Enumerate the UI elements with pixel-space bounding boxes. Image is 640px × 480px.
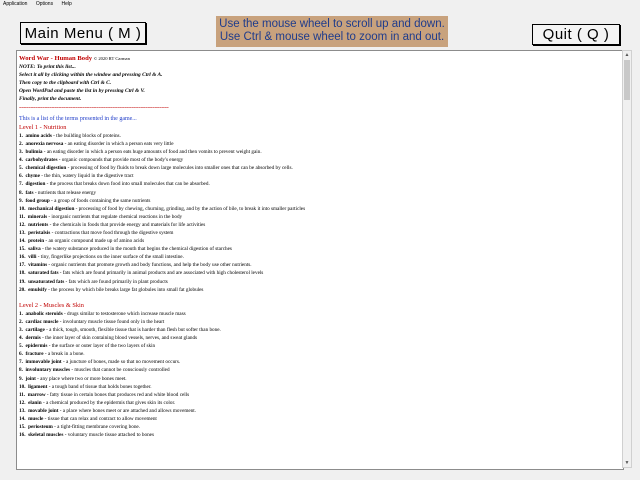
term-number: 6. (19, 351, 23, 358)
term-row (19, 172, 609, 180)
term-word: villi (28, 254, 37, 261)
term-number: 6. (19, 173, 23, 180)
term-list-document[interactable] (16, 50, 624, 470)
term-number: 19. (19, 278, 26, 285)
term-definition: - an organic compound made up of amino acids (44, 238, 145, 245)
term-word: saliva (28, 246, 41, 253)
term-number: 2. (19, 140, 23, 147)
term-definition: - inorganic nutrients that regulate chemical reactions in the body (47, 213, 183, 220)
term-number: 1. (19, 132, 23, 139)
term-row (19, 132, 609, 140)
term-word: vitamins (28, 262, 48, 269)
term-number: 14. (19, 238, 26, 245)
term-number: 8. (19, 367, 23, 374)
term-number: 1. (19, 310, 23, 317)
term-row (19, 140, 609, 148)
note-line: Open WordPad and paste the list in by pressing Ctrl & V. (19, 88, 145, 95)
term-row (19, 205, 609, 213)
term-number: 12. (19, 399, 26, 406)
term-word: involuntary muscles (25, 367, 71, 374)
term-row (19, 261, 609, 269)
term-word: nutrients (28, 221, 49, 228)
level-heading: Level 2 - Muscles & Skin (19, 301, 84, 309)
term-number: 4. (19, 335, 23, 342)
term-definition: - muscles that cannot be consciously controlled (70, 367, 170, 374)
levels-container (19, 124, 609, 440)
term-number: 15. (19, 246, 26, 253)
term-row (19, 407, 609, 415)
scrollbar-thumb[interactable] (624, 60, 630, 100)
menu-bar (0, 0, 640, 9)
term-number: 8. (19, 189, 23, 196)
term-definition: - the thin, watery liquid in the digestive tract (39, 173, 134, 180)
term-definition: - processing of food by chewing, churning, grinding, and by the action of bile, to break it into smaller particles (74, 205, 306, 212)
term-row (19, 156, 609, 164)
term-number: 10. (19, 205, 26, 212)
term-definition: - a chemical produced by the epidermis that gives skin its color. (41, 399, 176, 406)
term-row (19, 278, 609, 286)
term-word: chyme (25, 173, 40, 180)
term-word: bulimia (25, 149, 43, 156)
term-definition: - tissue that can relax and contract to allow movement (43, 416, 157, 423)
term-word: chemical digestion (25, 165, 67, 172)
term-word: muscle (28, 416, 44, 423)
term-definition: - the inner layer of skin containing blood vessels, nerves, and sweat glands (40, 335, 198, 342)
term-row (19, 253, 609, 261)
menu-item-application[interactable]: Application (3, 1, 28, 7)
term-word: epidermis (25, 343, 48, 350)
term-word: carbohydrates (25, 157, 58, 164)
term-row (19, 399, 609, 407)
term-definition: - the process by which bile breaks large fat globules into small fat globules (46, 286, 204, 293)
separator-line: ================================================================ (19, 104, 169, 110)
term-row (19, 148, 609, 156)
term-word: cartilage (25, 327, 45, 333)
term-row (19, 286, 609, 294)
term-row (19, 375, 609, 383)
term-row (19, 310, 609, 318)
term-definition: - processing of food by fluids to break down large molecules into smaller ones that can be absorbed by cells. (66, 165, 293, 172)
note-line: Select it all by clicking within the window and pressing Ctrl & A. (19, 72, 163, 79)
note-line: Finally, print the document. (19, 96, 82, 103)
term-definition: - a break in a bone. (43, 351, 85, 358)
print-notes (19, 63, 609, 103)
term-number: 5. (19, 343, 23, 350)
term-definition: - the process that breaks down food into small molecules that can be absorbed. (45, 181, 210, 188)
term-row (19, 383, 609, 391)
term-word: protein (28, 238, 45, 245)
term-definition: - organic compounds that provide most of the body's energy (57, 157, 184, 164)
main-menu-button[interactable]: Main Menu ( M ) (20, 22, 146, 44)
term-word: emulsify (28, 286, 47, 293)
term-definition: - a group of foods containing the same nutrients (49, 197, 151, 204)
term-number: 7. (19, 181, 23, 188)
term-definition: - involuntary muscle tissue found only in the heart (58, 318, 165, 325)
term-number: 11. (19, 391, 26, 398)
term-number: 2. (19, 318, 23, 325)
term-row (19, 431, 609, 439)
term-row (19, 229, 609, 237)
term-number: 15. (19, 424, 26, 431)
term-row (19, 366, 609, 374)
term-definition: - a tough band of tissue that holds bones together. (47, 383, 152, 390)
level-heading: Level 1 - Nutrition (19, 123, 67, 131)
term-definition: - any place where two or more bones meet. (35, 375, 127, 382)
term-number: 16. (19, 254, 26, 261)
term-number: 13. (19, 229, 26, 236)
term-word: peristalsis (28, 229, 51, 236)
instructions-banner (216, 16, 448, 47)
term-row (19, 350, 609, 358)
term-word: fracture (25, 351, 44, 358)
term-word: unsaturated fats (28, 278, 65, 285)
term-row (19, 245, 609, 253)
term-row (19, 423, 609, 431)
term-definition: - a juncture of bones, made so that no movement occurs. (61, 359, 181, 366)
term-definition: - an eating disorder in which a person eats very little (63, 140, 174, 147)
term-row (19, 334, 609, 342)
term-number: 9. (19, 197, 23, 204)
copyright-text: © 2020 RT Carman (93, 56, 130, 61)
term-word: food group (25, 197, 50, 204)
term-row (19, 358, 609, 366)
term-word: dermis (25, 335, 41, 342)
term-definition: - a tight-fitting membrane covering bone. (52, 424, 141, 431)
term-word: mechanical digestion (28, 205, 75, 212)
term-row (19, 221, 609, 229)
term-definition: - contractions that move food through the digestive system (50, 229, 174, 236)
menu-item-help[interactable]: Help (61, 1, 72, 7)
term-row (19, 326, 609, 334)
term-number: 10. (19, 383, 26, 390)
term-number: 13. (19, 407, 26, 414)
term-number: 12. (19, 221, 26, 228)
term-word: digestion (25, 181, 46, 188)
vertical-scrollbar[interactable] (622, 50, 632, 468)
term-definition: - a place where bones meet or are attached and allows movement. (58, 407, 197, 414)
term-word: elanin (28, 399, 42, 406)
term-number: 3. (19, 149, 23, 156)
note-line: NOTE: To print this list... (19, 64, 76, 71)
term-word: amino acids (25, 132, 52, 139)
term-number: 16. (19, 432, 26, 439)
term-number: 14. (19, 416, 26, 423)
term-word: ligament (28, 383, 48, 390)
term-definition: - the surface or outer layer of the two layers of skin (47, 343, 156, 350)
scroll-down-arrow-icon[interactable]: ▼ (624, 460, 630, 466)
term-number: 18. (19, 270, 26, 277)
term-number: 20. (19, 286, 26, 293)
term-word: anabolic steroids (25, 310, 63, 317)
term-word: cardiac muscle (25, 318, 59, 325)
note-line: Then copy to the clipboard with Ctrl & C. (19, 80, 112, 87)
term-definition: - tiny, fingerlike projections on the inner surface of the small intestine. (36, 254, 184, 261)
term-word: marrow (27, 391, 46, 398)
term-definition: - the chemicals in foods that provide energy and materials for life activities (48, 221, 206, 228)
term-row (19, 180, 609, 188)
term-word: fats (25, 189, 34, 196)
document-title (19, 55, 609, 63)
term-number: 9. (19, 375, 23, 382)
term-word: periosteum (28, 424, 53, 431)
term-number: 4. (19, 157, 23, 164)
term-number: 7. (19, 359, 23, 366)
term-definition: - drugs similar to testosterone which increase muscle mass (62, 310, 186, 317)
term-word: saturated fats (28, 270, 59, 277)
term-row (19, 269, 609, 277)
term-word: anorexia nervosa (25, 140, 64, 147)
term-row (19, 415, 609, 423)
intro-text: This is a list of the terms presented in the game... (19, 115, 137, 122)
quit-button[interactable]: Quit ( Q ) (532, 24, 620, 45)
term-definition: - organic nutrients that promote growth and body functions, and help the body use other nutrients. (47, 262, 252, 269)
term-row (19, 189, 609, 197)
term-definition: - an eating disorder in which a person eats huge amounts of food and then vomits to prevent weight gain. (42, 149, 262, 156)
term-row (19, 164, 609, 172)
term-definition: - the building blocks of proteins. (51, 132, 121, 139)
term-definition: - a thick, tough, smooth, flexible tissue that is harder than flesh but softer than bone. (44, 327, 221, 333)
instruction-zoom: Use Ctrl & mouse wheel to zoom in and out. (219, 31, 445, 43)
term-row (19, 342, 609, 350)
term-row (19, 237, 609, 245)
term-definition: - the watery substance produced in the mouth that begins the chemical digestion of starches (40, 246, 232, 253)
term-number: 3. (19, 327, 23, 333)
term-row (19, 197, 609, 205)
term-definition: - voluntary muscle tissue attached to bones (63, 432, 155, 439)
instruction-scroll: Use the mouse wheel to scroll up and down. (219, 18, 445, 30)
term-word: joint (25, 375, 36, 382)
document-content (19, 55, 609, 439)
term-row (19, 318, 609, 326)
term-row (19, 391, 609, 399)
term-word: immovable joint (25, 359, 62, 366)
term-word: minerals (27, 213, 48, 220)
term-word: skeletal muscles (28, 432, 64, 439)
term-word: movable joint (28, 407, 59, 414)
scroll-up-arrow-icon[interactable]: ▲ (624, 52, 630, 58)
term-definition: - fats which are found primarily in animal products and are associated with high cholesterol levels (58, 270, 264, 277)
term-definition: - fats which are found primarily in plant products (64, 278, 168, 285)
term-definition: - nutrients that release energy (33, 189, 97, 196)
title-text: Word War - Human Body (19, 55, 93, 62)
term-number: 11. (19, 213, 26, 220)
term-row (19, 213, 609, 221)
menu-item-options[interactable]: Options (35, 1, 54, 7)
term-number: 17. (19, 262, 26, 269)
term-definition: - fatty tissue in certain bones that produces red and white blood cells (45, 391, 190, 398)
term-number: 5. (19, 165, 23, 172)
